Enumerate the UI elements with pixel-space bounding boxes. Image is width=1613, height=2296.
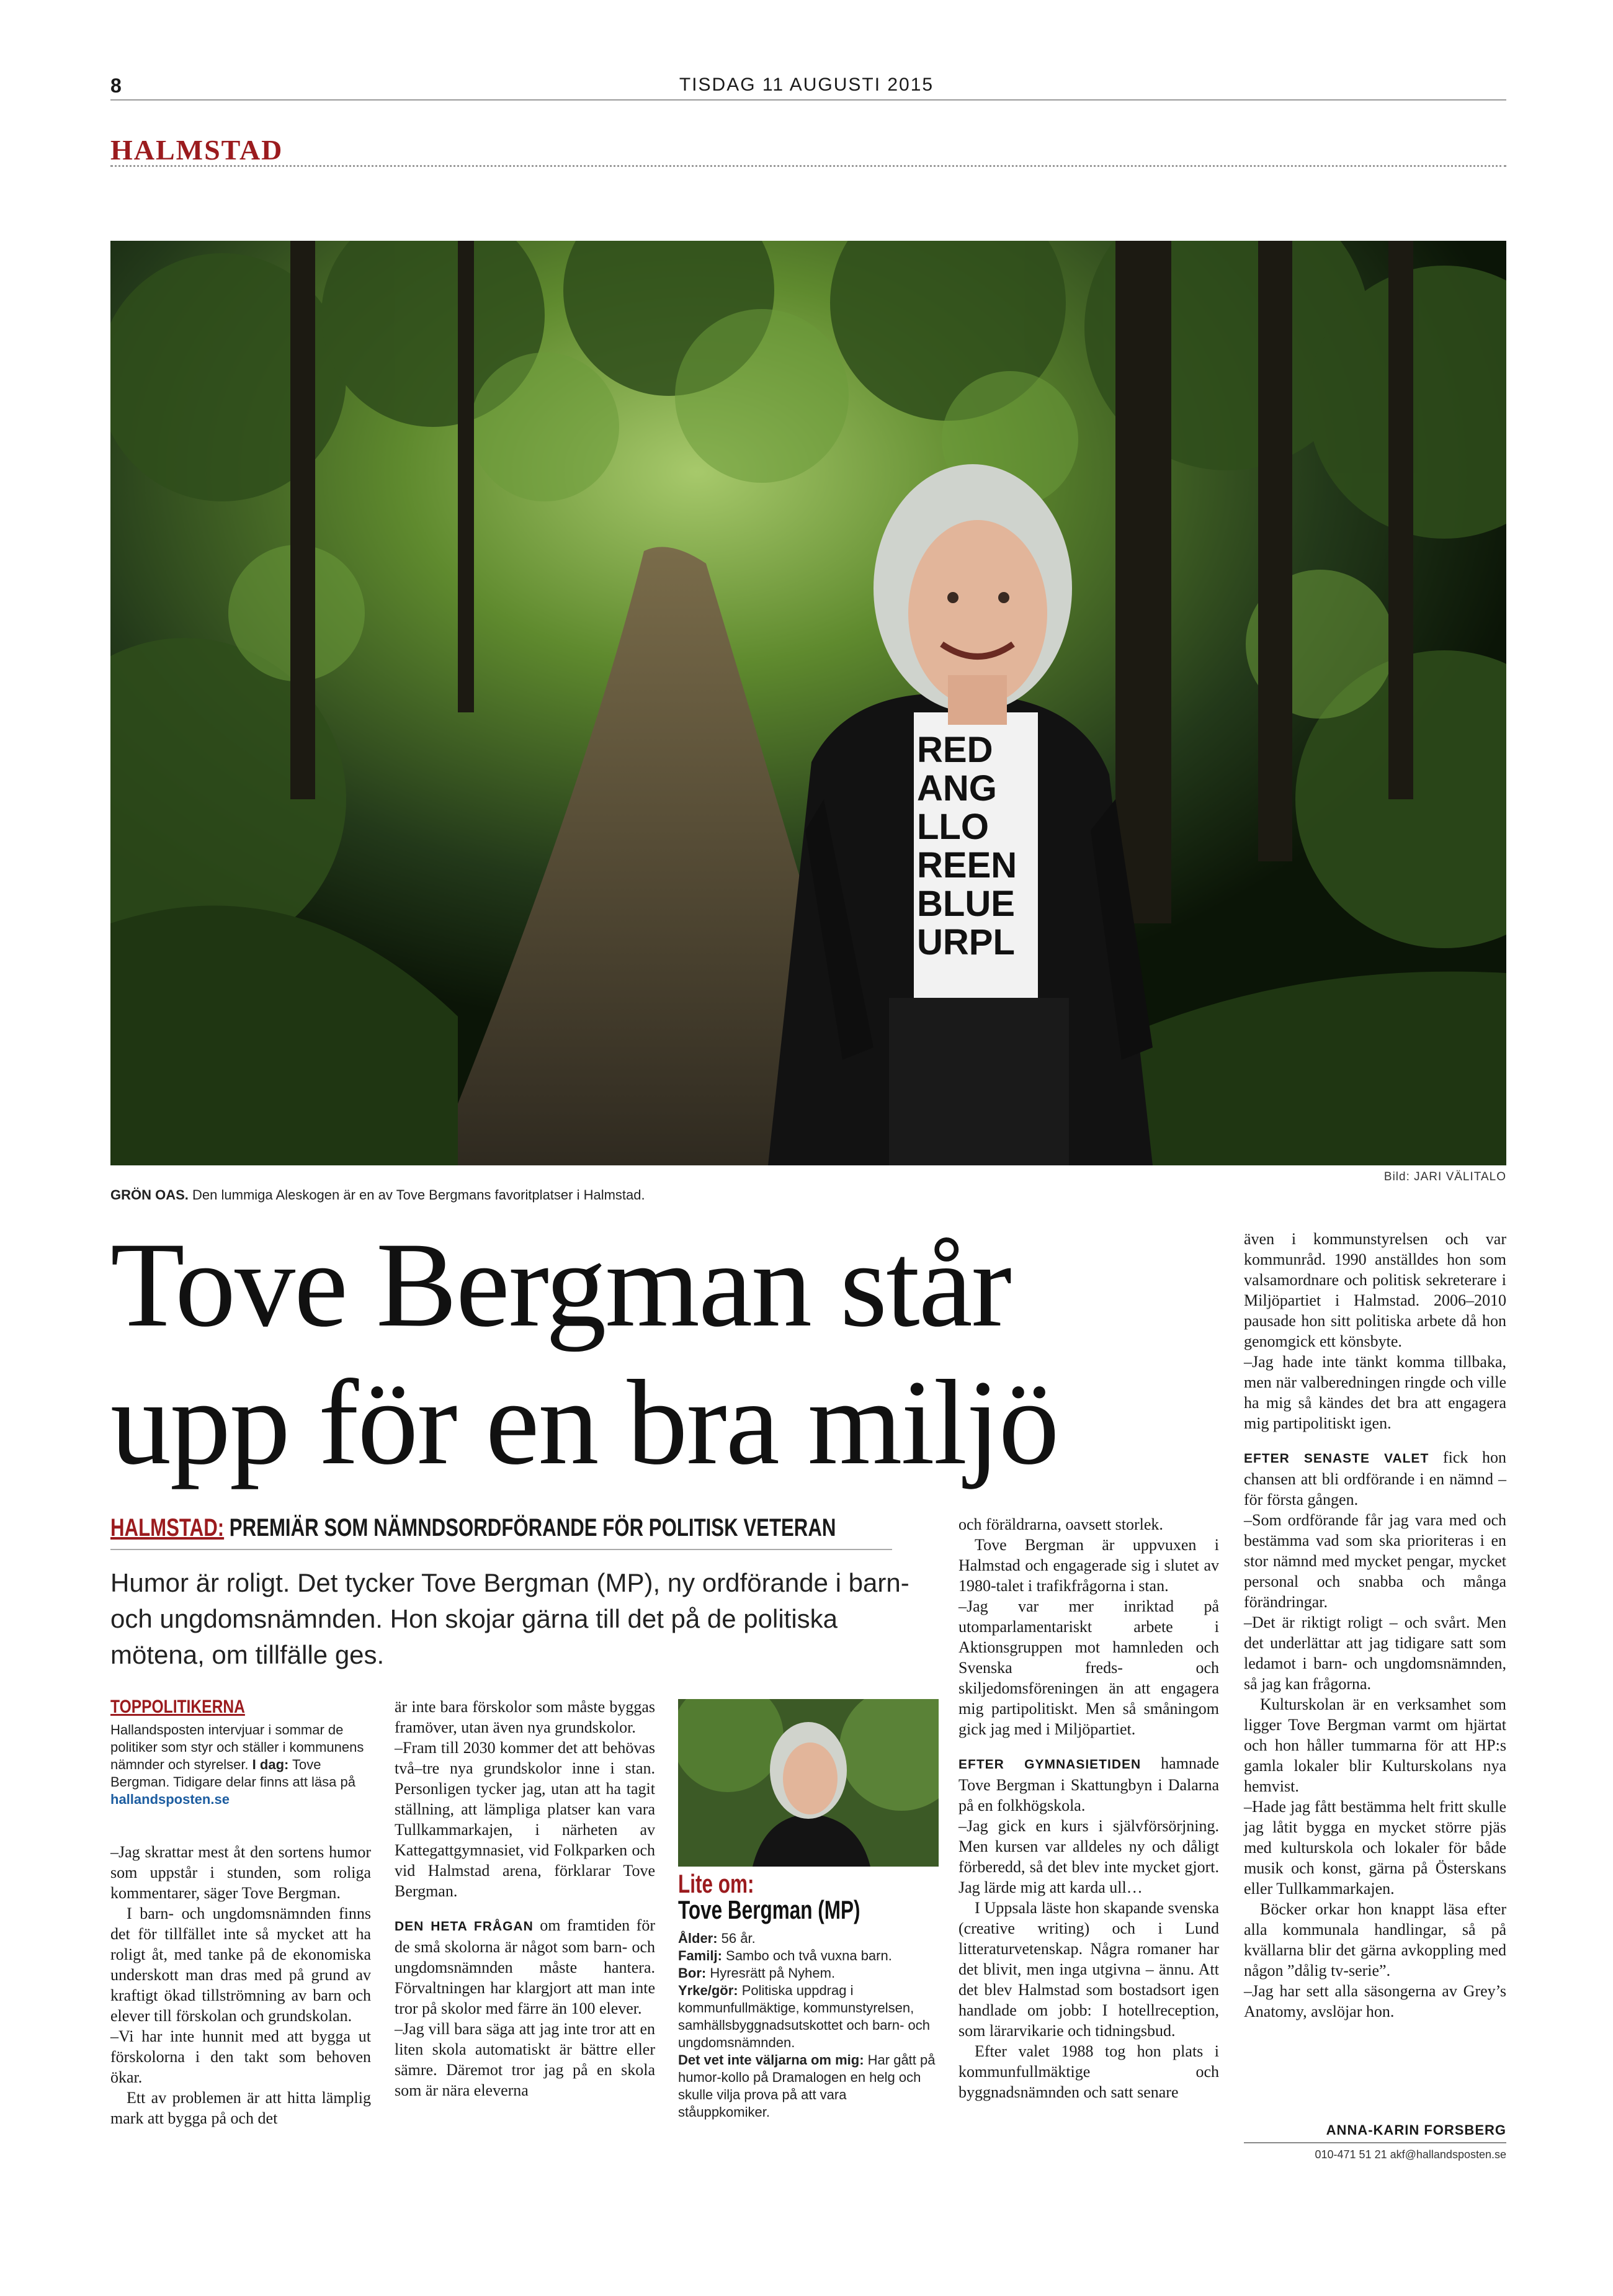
- lite-om-name: Tove Bergman (MP): [678, 1895, 860, 1924]
- paragraph: Ett av problemen är att hitta lämplig mark att bygga på och det: [110, 2089, 371, 2127]
- fact-row: [678, 1930, 939, 1947]
- paragraph: även i kommunstyrelsen och var kommunråd. 1990 anställdes hon som valsamordnare och politisk sekreterare i Miljöpartiet i Halmstad. 2006–2010 pausade hon sitt politiska arbete då hon genomgick ett könsbyte.: [1244, 1230, 1506, 1350]
- factbox-today-label: I dag:: [252, 1757, 289, 1772]
- main-photo: [110, 241, 1506, 1165]
- paragraph: –Fram till 2030 kommer det att behövas två–tre nya grundskolor inne i stan. Personligen tycker jag, utan att ha tagit ställning, att lämpliga platser kan vara Tullkammarkajen, i närheten av Kattegattgymnasiet, vid Folkparken och vid Halmstad arena, förklarar Tove Bergman.: [395, 1739, 655, 1900]
- paragraph: [958, 1753, 1219, 1816]
- caption-text: Den lummiga Aleskogen är en av Tove Bergmans favoritplatser i Halmstad.: [188, 1187, 645, 1203]
- svg-text:REEN: REEN: [917, 845, 1017, 886]
- header-rule: [110, 99, 1506, 101]
- subhead-text: fick hon chansen att bli ordförande i en nämnd – för första gången.: [1244, 1448, 1507, 1509]
- paragraph: I barn- och ungdomsnämnden finns det för tillfället inte så mycket att ha roligt åt, med tanke på de ekonomiska underskott man dras med på grund av kraftigt ökad tillströmning av barn och elever till förskolan och grundskolan.: [110, 1904, 371, 2025]
- photo-caption: [110, 1187, 645, 1203]
- headline-line-1: Tove Bergman står: [110, 1218, 1011, 1352]
- paragraph: –Det är riktigt roligt – och svårt. Men det underlättar att jag tidigare satt som ledamot i barn- och ungdomsnämnden, så jag kan frågorna.: [1244, 1613, 1506, 1693]
- section-label: HALMSTAD: [110, 134, 284, 166]
- factbox-today-text: Tove Bergman. Tidigare delar finns att läsa på: [110, 1757, 356, 1790]
- paragraph: Böcker orkar hon knappt läsa efter alla kommunala handlingar, så på kvällarna blir det gärna avkoppling med någon ”dålig tv-serie”.: [1244, 1900, 1506, 1980]
- fact-value: Har gått på humor-kollo på Dramalogen en helg och skulle vilja prova på att vara ståuppkomiker.: [678, 2052, 936, 2120]
- paragraph: –Jag skrattar mest åt den sortens humor som uppstår i stunden, som roliga kommentarer, säger Tove Bergman.: [110, 1843, 371, 1902]
- paragraph: –Vi har inte hunnit med att bygga ut förskolorna i den takt som behoven ökar.: [110, 2027, 371, 2086]
- body-column-2: [395, 1697, 655, 2101]
- paragraph: är inte bara förskolor som måste byggas framöver, utan även nya grundskolor.: [395, 1698, 655, 1736]
- subhead-text: om framtiden för de små skolorna är något som barn- och ungdomsnämnden måste hantera. Förvaltningen har klargjort att man inte tror på skolor med färre än 100 elever.: [395, 1916, 655, 2017]
- fact-row: [678, 1965, 939, 1982]
- fact-row: [678, 1947, 939, 1965]
- kicker-text: PREMIÄR SOM NÄMNDSORDFÖRANDE FÖR POLITISK VETERAN: [224, 1514, 836, 1541]
- fact-value: Hyresrätt på Nyhem.: [706, 1965, 836, 1981]
- portrait-photo: [678, 1699, 939, 1867]
- lead-paragraph: Humor är roligt. Det tycker Tove Bergman (MP), ny ordförande i barn- och ungdomsnämnden. Hon skojar gärna till det på de politiska mötena, om tillfälle ges.: [110, 1568, 909, 1669]
- paragraph: [395, 1915, 655, 2019]
- kicker: [110, 1514, 836, 1542]
- factbox-intro: Hallandsposten intervjuar i sommar de politiker som styr och ställer i kommunens nämnder och styrelser.: [110, 1722, 364, 1772]
- svg-text:URPL: URPL: [917, 922, 1015, 962]
- page-number: 8: [110, 74, 122, 97]
- fact-label: Ålder:: [678, 1931, 718, 1946]
- svg-text:ANG: ANG: [917, 768, 997, 809]
- paragraph: Tove Bergman är uppvuxen i Halmstad och engagerade sig i slutet av 1980-talet i trafikfrågorna i stan.: [958, 1536, 1219, 1595]
- paragraph: –Som ordförande får jag vara med och bestämma vad som ska prioriteras i en stor nämnd med mycket pengar, mycket personal och snabba och många förändringar.: [1244, 1511, 1506, 1611]
- paragraph: –Jag hade inte tänkt komma tillbaka, men när valberedningen ringde och ville ha mig så kändes det bra att engagera mig partipolitiskt igen.: [1244, 1353, 1506, 1432]
- subhead-gymnasietiden: EFTER GYMNASIETIDEN: [958, 1757, 1142, 1772]
- body-column-4: [958, 1514, 1219, 2102]
- fact-label: Yrke/gör:: [678, 1983, 738, 1998]
- subhead-heta-fragan: DEN HETA FRÅGAN: [395, 1919, 534, 1934]
- factbox-text: [110, 1721, 365, 1808]
- svg-text:RED: RED: [917, 730, 993, 770]
- paragraph: [1244, 1447, 1506, 1510]
- fact-value: Politiska uppdrag i kommunfullmäktige, kommunstyrelsen, samhällsbyggnadsutskottet och barn- och ungdomsnämnden.: [678, 1983, 931, 2050]
- fact-label: Det vet inte väljarna om mig:: [678, 2052, 864, 2068]
- kicker-rule: [110, 1549, 892, 1550]
- hallandsposten-link[interactable]: hallandsposten.se: [110, 1792, 230, 1807]
- byline-contact[interactable]: 010-471 51 21 akf@hallandsposten.se: [1315, 2148, 1506, 2161]
- paragraph: –Jag har sett alla säsongerna av Grey’s Anatomy, avslöjar hon.: [1244, 1982, 1506, 2020]
- paragraph: Kulturskolan är en verksamhet som ligger Tove Bergman varmt om hjärtat och hon håller tummarna för att HP:s gamla lokaler blir Kulturskolans nya hemvist.: [1244, 1695, 1506, 1795]
- headline-line-2: upp för en bra miljö: [110, 1355, 1058, 1490]
- paragraph: och föräldrarna, oavsett storlek.: [958, 1515, 1163, 1533]
- paragraph: –Jag vill bara säga att jag inte tror att en liten skola automatiskt är bättre eller sämre. Däremot tror jag på en skola som är nära eleverna: [395, 2020, 655, 2099]
- photo-credit: Bild: JARI VÄLITALO: [1383, 1170, 1506, 1183]
- paragraph: Efter valet 1988 tog hon plats i kommunfullmäktige och byggnadsnämnden och satt senare: [958, 2042, 1219, 2101]
- kicker-place: HALMSTAD:: [110, 1514, 225, 1541]
- paragraph: –Jag var mer inriktad på utomparlamentariskt arbete i Aktionsgruppen mot hamnleden och Svenska freds- och skiljedomsföreningen än att engagera mig partipolitiskt. Men så småningom gick jag med i Miljöpartiet.: [958, 1597, 1219, 1738]
- fact-value: Sambo och två vuxna barn.: [722, 1948, 892, 1963]
- issue-date: TISDAG 11 AUGUSTI 2015: [679, 74, 934, 95]
- fact-label: Bor:: [678, 1965, 707, 1981]
- fact-label: Familj:: [678, 1948, 722, 1963]
- fact-value: 56 år.: [717, 1931, 756, 1946]
- byline-rule: [1244, 2142, 1506, 2143]
- svg-text:LLO: LLO: [917, 807, 989, 847]
- subhead-senaste-valet: EFTER SENASTE VALET: [1244, 1451, 1429, 1466]
- paragraph: –Jag gick en kurs i självförsörjning. Men kursen var alldeles ny och dåligt förberedd, så det blev inte mycket gjort. Jag lärde mig att karda ull…: [958, 1817, 1219, 1896]
- headline: [110, 1216, 1165, 1492]
- lite-om-title: Lite om:: [678, 1869, 754, 1898]
- fact-row: [678, 2052, 939, 2121]
- fact-row: [678, 1982, 939, 2052]
- subhead-text: hamnade Tove Bergman i Skattungbyn i Dalarna på en folkhögskola.: [958, 1754, 1219, 1814]
- factbox-title: TOPPOLITIKERNA: [110, 1697, 245, 1717]
- paragraph: I Uppsala läste hon skapande svenska (creative writing) och i Lund litteraturvetenskap. Några romaner har det blivit, men inga utgivna – ännu. Att det blev Halmstad som bostadsort igen handlade om jobb: I hotellreception, som lärarvikarie och tidningsbud.: [958, 1899, 1219, 2040]
- section-rule: [110, 165, 1506, 167]
- lite-om-facts: [678, 1930, 939, 2121]
- byline: ANNA-KARIN FORSBERG: [1326, 2122, 1506, 2138]
- svg-text:BLUE: BLUE: [917, 884, 1015, 924]
- body-column-5: [1244, 1229, 1506, 2022]
- body-column-1: [110, 1842, 371, 2128]
- paragraph: –Hade jag fått bestämma helt fritt skulle jag låtit bygga en mycket större pjäs med kulturskola och lokaler för både musik och konst, gärna på Österskans eller Tullkammarkajen.: [1244, 1798, 1506, 1898]
- caption-label: GRÖN OAS.: [110, 1187, 189, 1203]
